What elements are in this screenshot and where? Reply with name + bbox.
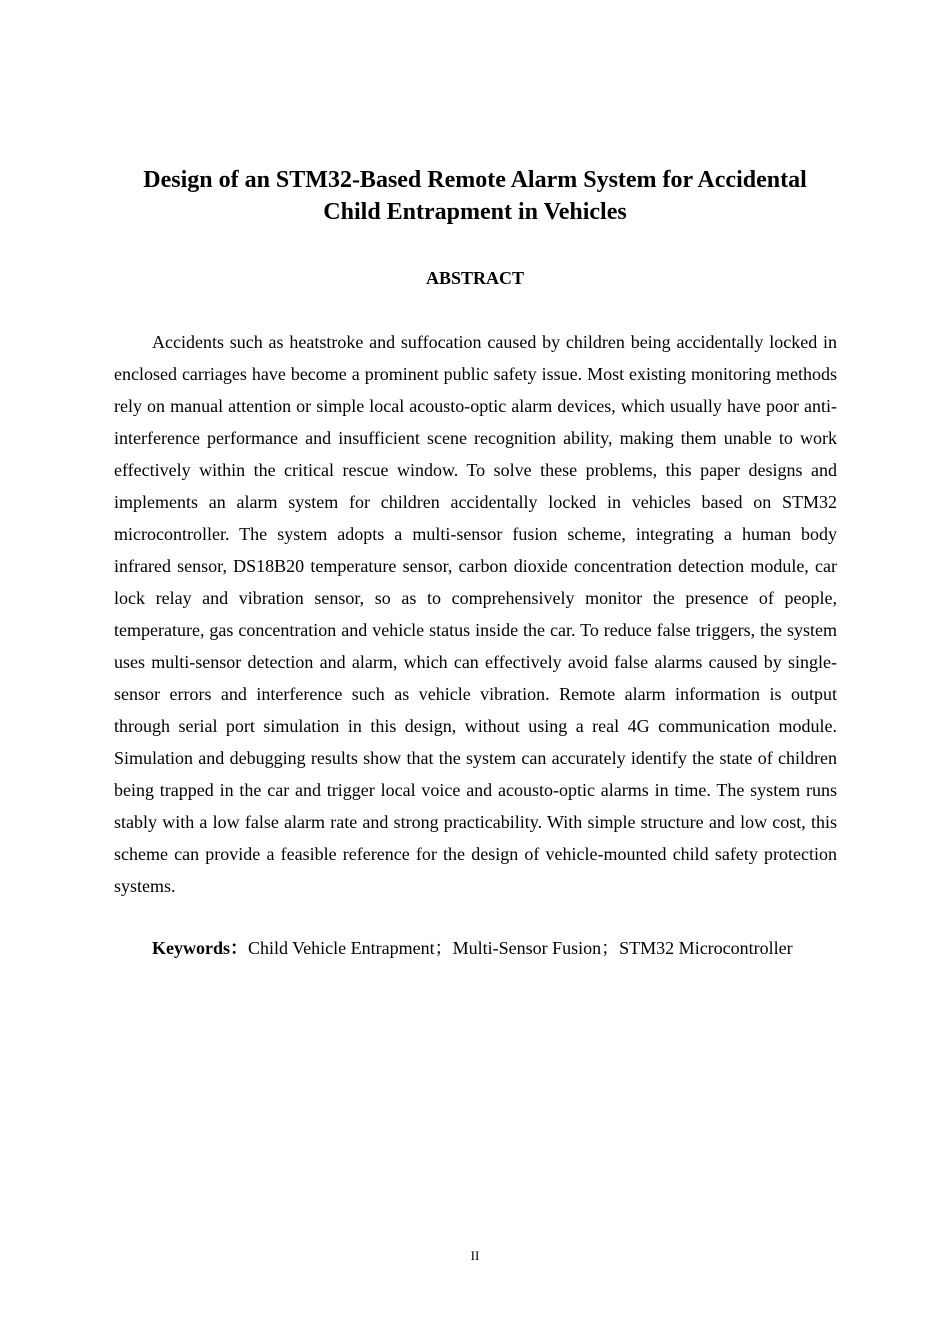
paper-title bbox=[100, 164, 850, 228]
keyword-item: Multi-Sensor Fusion bbox=[452, 938, 602, 958]
keyword-separator: ； bbox=[434, 938, 453, 958]
abstract-body: Accidents such as heatstroke and suffocation caused by children being accidentally locked in enclosed carriages have become a prominent public safety issue. Most existing monitoring methods rely on manual attention or simple local acousto-optic alarm devices, which usually have poor anti-interference performance and insufficient scene recognition ability, making them unable to work effectively within the critical rescue window. To solve these problems, this paper designs and implements an alarm system for children accidentally locked in vehicles based on STM32 microcontroller. The system adopts a multi-sensor fusion scheme, integrating a human body infrared sensor, DS18B20 temperature sensor, carbon dioxide concentration detection module, car lock relay and vibration sensor, so as to comprehensively monitor the presence of people, temperature, gas concentration and vehicle status inside the car. To reduce false triggers, the system uses multi-sensor detection and alarm, which can effectively avoid false alarms caused by single-sensor errors and interference such as vehicle vibration. Remote alarm information is output through serial port simulation in this design, without using a real 4G communication module. Simulation and debugging results show that the system can accurately identify the state of children being trapped in the car and trigger local voice and acousto-optic alarms in time. The system runs stably with a low false alarm rate and strong practicability. With simple structure and low cost, this scheme can provide a feasible reference for the design of vehicle-mounted child safety protection systems. bbox=[114, 332, 837, 896]
keyword-item: STM32 Microcontroller bbox=[619, 938, 793, 958]
page-number: II bbox=[470, 1248, 480, 1263]
keyword-item: Child Vehicle Entrapment bbox=[248, 938, 435, 958]
paper-title-line-2: Child Entrapment in Vehicles bbox=[323, 199, 627, 225]
keywords-line bbox=[152, 934, 852, 962]
paper-title-line-1: Design of an STM32-Based Remote Alarm System for Accidental bbox=[143, 167, 807, 193]
keyword-separator: ； bbox=[601, 938, 620, 958]
keywords-label: Keywords： bbox=[152, 938, 248, 958]
abstract-heading: ABSTRACT bbox=[425, 268, 525, 288]
